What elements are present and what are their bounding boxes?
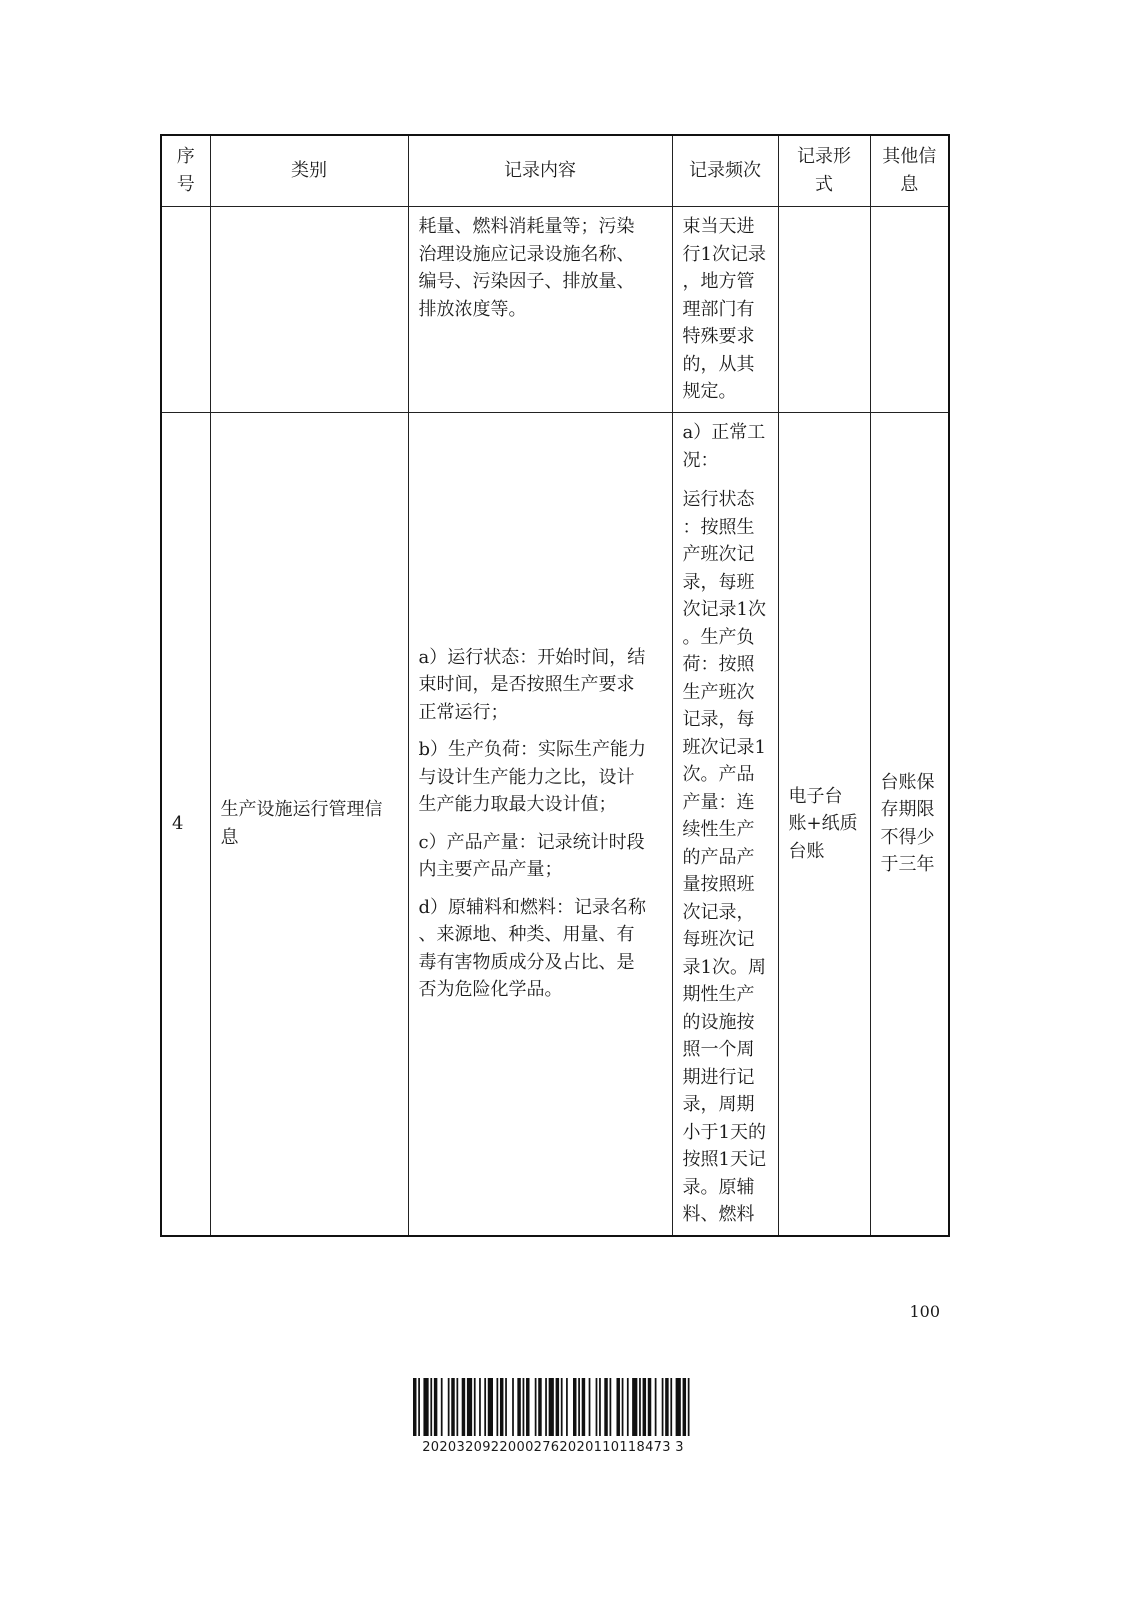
barcode-bar [566, 1378, 568, 1436]
text-line: a）运行状态：开始时间，结 [418, 646, 646, 668]
paragraph [419, 894, 664, 1004]
barcode-bar [441, 1378, 443, 1436]
barcode-bar [505, 1378, 507, 1436]
barcode-graphic [413, 1378, 693, 1436]
barcode-bar [561, 1378, 563, 1436]
text-line: 特殊要求 [682, 326, 755, 347]
text-line: 班次记录1 [682, 736, 766, 758]
header-other: 其他信 息 [870, 135, 949, 207]
text-line: 正常运行； [418, 701, 509, 723]
text-line: 量按照班 [682, 874, 755, 895]
barcode-bar [448, 1378, 450, 1436]
records-table [160, 134, 950, 1237]
text-line: 理部门有 [682, 298, 755, 320]
text-line: 不得少 [880, 826, 935, 848]
cont-form-cell [778, 207, 870, 413]
barcode-bar [462, 1378, 465, 1436]
text-line: 内主要产品产量； [418, 859, 563, 881]
barcode-bar [545, 1378, 547, 1436]
text-line: 生产设施运行管理信 [220, 799, 383, 821]
barcode-bar [517, 1378, 520, 1436]
paragraph [419, 736, 664, 819]
text-line: 账+纸质 [788, 813, 858, 834]
text-line: 次记录1次 [682, 599, 766, 620]
barcode-bar [688, 1378, 690, 1436]
text-line: 况： [682, 449, 719, 471]
barcode-bar [496, 1378, 498, 1436]
barcode-bar [484, 1378, 486, 1436]
paragraph [419, 644, 664, 727]
barcode-bar [683, 1378, 686, 1436]
barcode-bar [474, 1378, 476, 1436]
barcode-bar [670, 1378, 672, 1436]
barcode-bar [556, 1378, 559, 1436]
text-line: 料、燃料 [682, 1204, 755, 1225]
barcode-bar [655, 1378, 657, 1436]
text-line: 台账保 [880, 771, 935, 793]
text-line: 毒有害物质成分及占比、是 [418, 951, 635, 973]
text-line: 束当天进 [682, 216, 755, 237]
row4-seq-cell: 4 [161, 413, 210, 1236]
text-line: 生产班次 [682, 681, 755, 703]
barcode-bar [430, 1378, 432, 1436]
barcode-bar [643, 1378, 646, 1436]
text-line: 行1次记录 [682, 243, 766, 265]
text-line: 息 [220, 826, 239, 848]
paragraph [683, 486, 770, 1229]
header-form: 记录形 式 [778, 135, 870, 207]
barcode-bar [423, 1378, 428, 1436]
barcode-bar [479, 1378, 481, 1436]
cont-frequency-cell [672, 207, 778, 413]
text-line: ，地方管 [682, 271, 755, 292]
barcode-bar [616, 1378, 619, 1436]
barcode-number: 20203209220002762020110118473 3 [422, 1440, 684, 1455]
cont-seq-cell [161, 207, 210, 413]
text-line: 耗量、燃料消耗量等；污染 [418, 216, 635, 237]
text-line: 录。原辅 [682, 1176, 755, 1198]
barcode-bar [596, 1378, 598, 1436]
text-line: 存期限 [880, 799, 935, 821]
barcode-bar [676, 1378, 681, 1436]
text-line: 于三年 [880, 854, 935, 876]
table-row [161, 413, 949, 1236]
text-line: 的，从其 [682, 353, 755, 375]
barcode-bar [512, 1378, 514, 1436]
text-line: 录，每班 [682, 571, 755, 593]
row4-other-cell [870, 413, 949, 1236]
text-line: 运行状态 [682, 489, 755, 510]
row4-content-cell [408, 413, 672, 1236]
row4-category-cell [210, 413, 408, 1236]
paragraph [419, 829, 664, 884]
cont-category-cell [210, 207, 408, 413]
barcode-bar [582, 1378, 585, 1436]
barcode-bar [665, 1378, 668, 1436]
barcode-bar [434, 1378, 437, 1436]
barcode-bar [535, 1378, 537, 1436]
barcode-bar [599, 1378, 601, 1436]
text-line: 录1次。周 [682, 956, 766, 978]
row4-frequency-cell [672, 413, 778, 1236]
text-line: 期进行记 [682, 1066, 755, 1088]
text-line: 的产品产 [682, 846, 755, 868]
text-line: 产班次记 [682, 544, 755, 565]
text-line: 每班次记 [682, 929, 755, 950]
header-content: 记录内容 [408, 135, 672, 207]
text-line: 治理设施应记录设施名称、 [418, 243, 635, 265]
text-line: 电子台 [788, 785, 843, 807]
text-line: a）正常工 [682, 422, 766, 443]
header-frequency: 记录频次 [672, 135, 778, 207]
text-line: 与设计生产能力之比，设计 [418, 766, 635, 788]
barcode-bar [413, 1378, 416, 1436]
text-line: b）生产负荷：实际生产能力 [418, 739, 647, 761]
text-line: 排放浓度等。 [418, 298, 527, 320]
barcode-bar [632, 1378, 637, 1436]
barcode-bar [662, 1378, 664, 1436]
text-line: 。生产负 [682, 626, 755, 648]
barcode-bar [604, 1378, 607, 1436]
text-line: 期性生产 [682, 984, 755, 1005]
barcode-bar [639, 1378, 641, 1436]
text-line: 台账 [788, 840, 825, 862]
row4-form-cell [778, 413, 870, 1236]
text-line: 束时间，是否按照生产要求 [418, 674, 635, 696]
text-line: 规定。 [682, 381, 737, 402]
text-line: 荷：按照 [682, 654, 755, 675]
text-line: 、来源地、种类、用量、有 [418, 924, 635, 946]
barcode-bar [538, 1378, 541, 1436]
text-line: 的设施按 [682, 1011, 755, 1033]
barcode-bar [648, 1378, 651, 1436]
barcode-bar [523, 1378, 525, 1436]
paragraph [683, 419, 770, 474]
text-line: 照一个周 [682, 1039, 755, 1060]
barcode-bar [488, 1378, 493, 1436]
barcode-bar [573, 1378, 576, 1436]
cont-other-cell [870, 207, 949, 413]
text-line: 录，周期 [682, 1094, 755, 1115]
barcode-bar [451, 1378, 454, 1436]
barcode-bar [526, 1378, 529, 1436]
text-line: 小于1天的 [682, 1121, 766, 1143]
text-line: 按照1天记 [682, 1149, 766, 1170]
text-line: ：按照生 [682, 516, 755, 538]
header-category: 类别 [210, 135, 408, 207]
table-row [161, 207, 949, 413]
header-seq: 序 号 [161, 135, 210, 207]
barcode-bar [627, 1378, 629, 1436]
text-line: 编号、污染因子、排放量、 [418, 271, 635, 292]
barcode-bar [578, 1378, 580, 1436]
text-line: 否为危险化学品。 [418, 979, 563, 1001]
text-line: 续性生产 [682, 819, 755, 840]
barcode-bar [456, 1378, 458, 1436]
text-line: 生产能力取最大设计值； [418, 794, 617, 816]
barcode-bar [500, 1378, 503, 1436]
text-line: 次记录， [682, 901, 755, 923]
barcode-bar [589, 1378, 591, 1436]
table-header-row [161, 135, 949, 207]
page-number: 100 [909, 1302, 940, 1321]
text-line: 次。产品 [682, 764, 755, 785]
barcode-bar [467, 1378, 472, 1436]
text-line: c）产品产量：记录统计时段 [418, 831, 645, 853]
text-line: d）原辅料和燃料：记录名称 [418, 896, 647, 918]
barcode-bar [610, 1378, 612, 1436]
barcode-bar [622, 1378, 624, 1436]
text-line: 记录，每 [682, 709, 755, 730]
text-line: 产量：连 [682, 791, 755, 813]
barcode-bar [418, 1378, 420, 1436]
barcode-bar [549, 1378, 554, 1436]
cont-content-cell [408, 207, 672, 413]
